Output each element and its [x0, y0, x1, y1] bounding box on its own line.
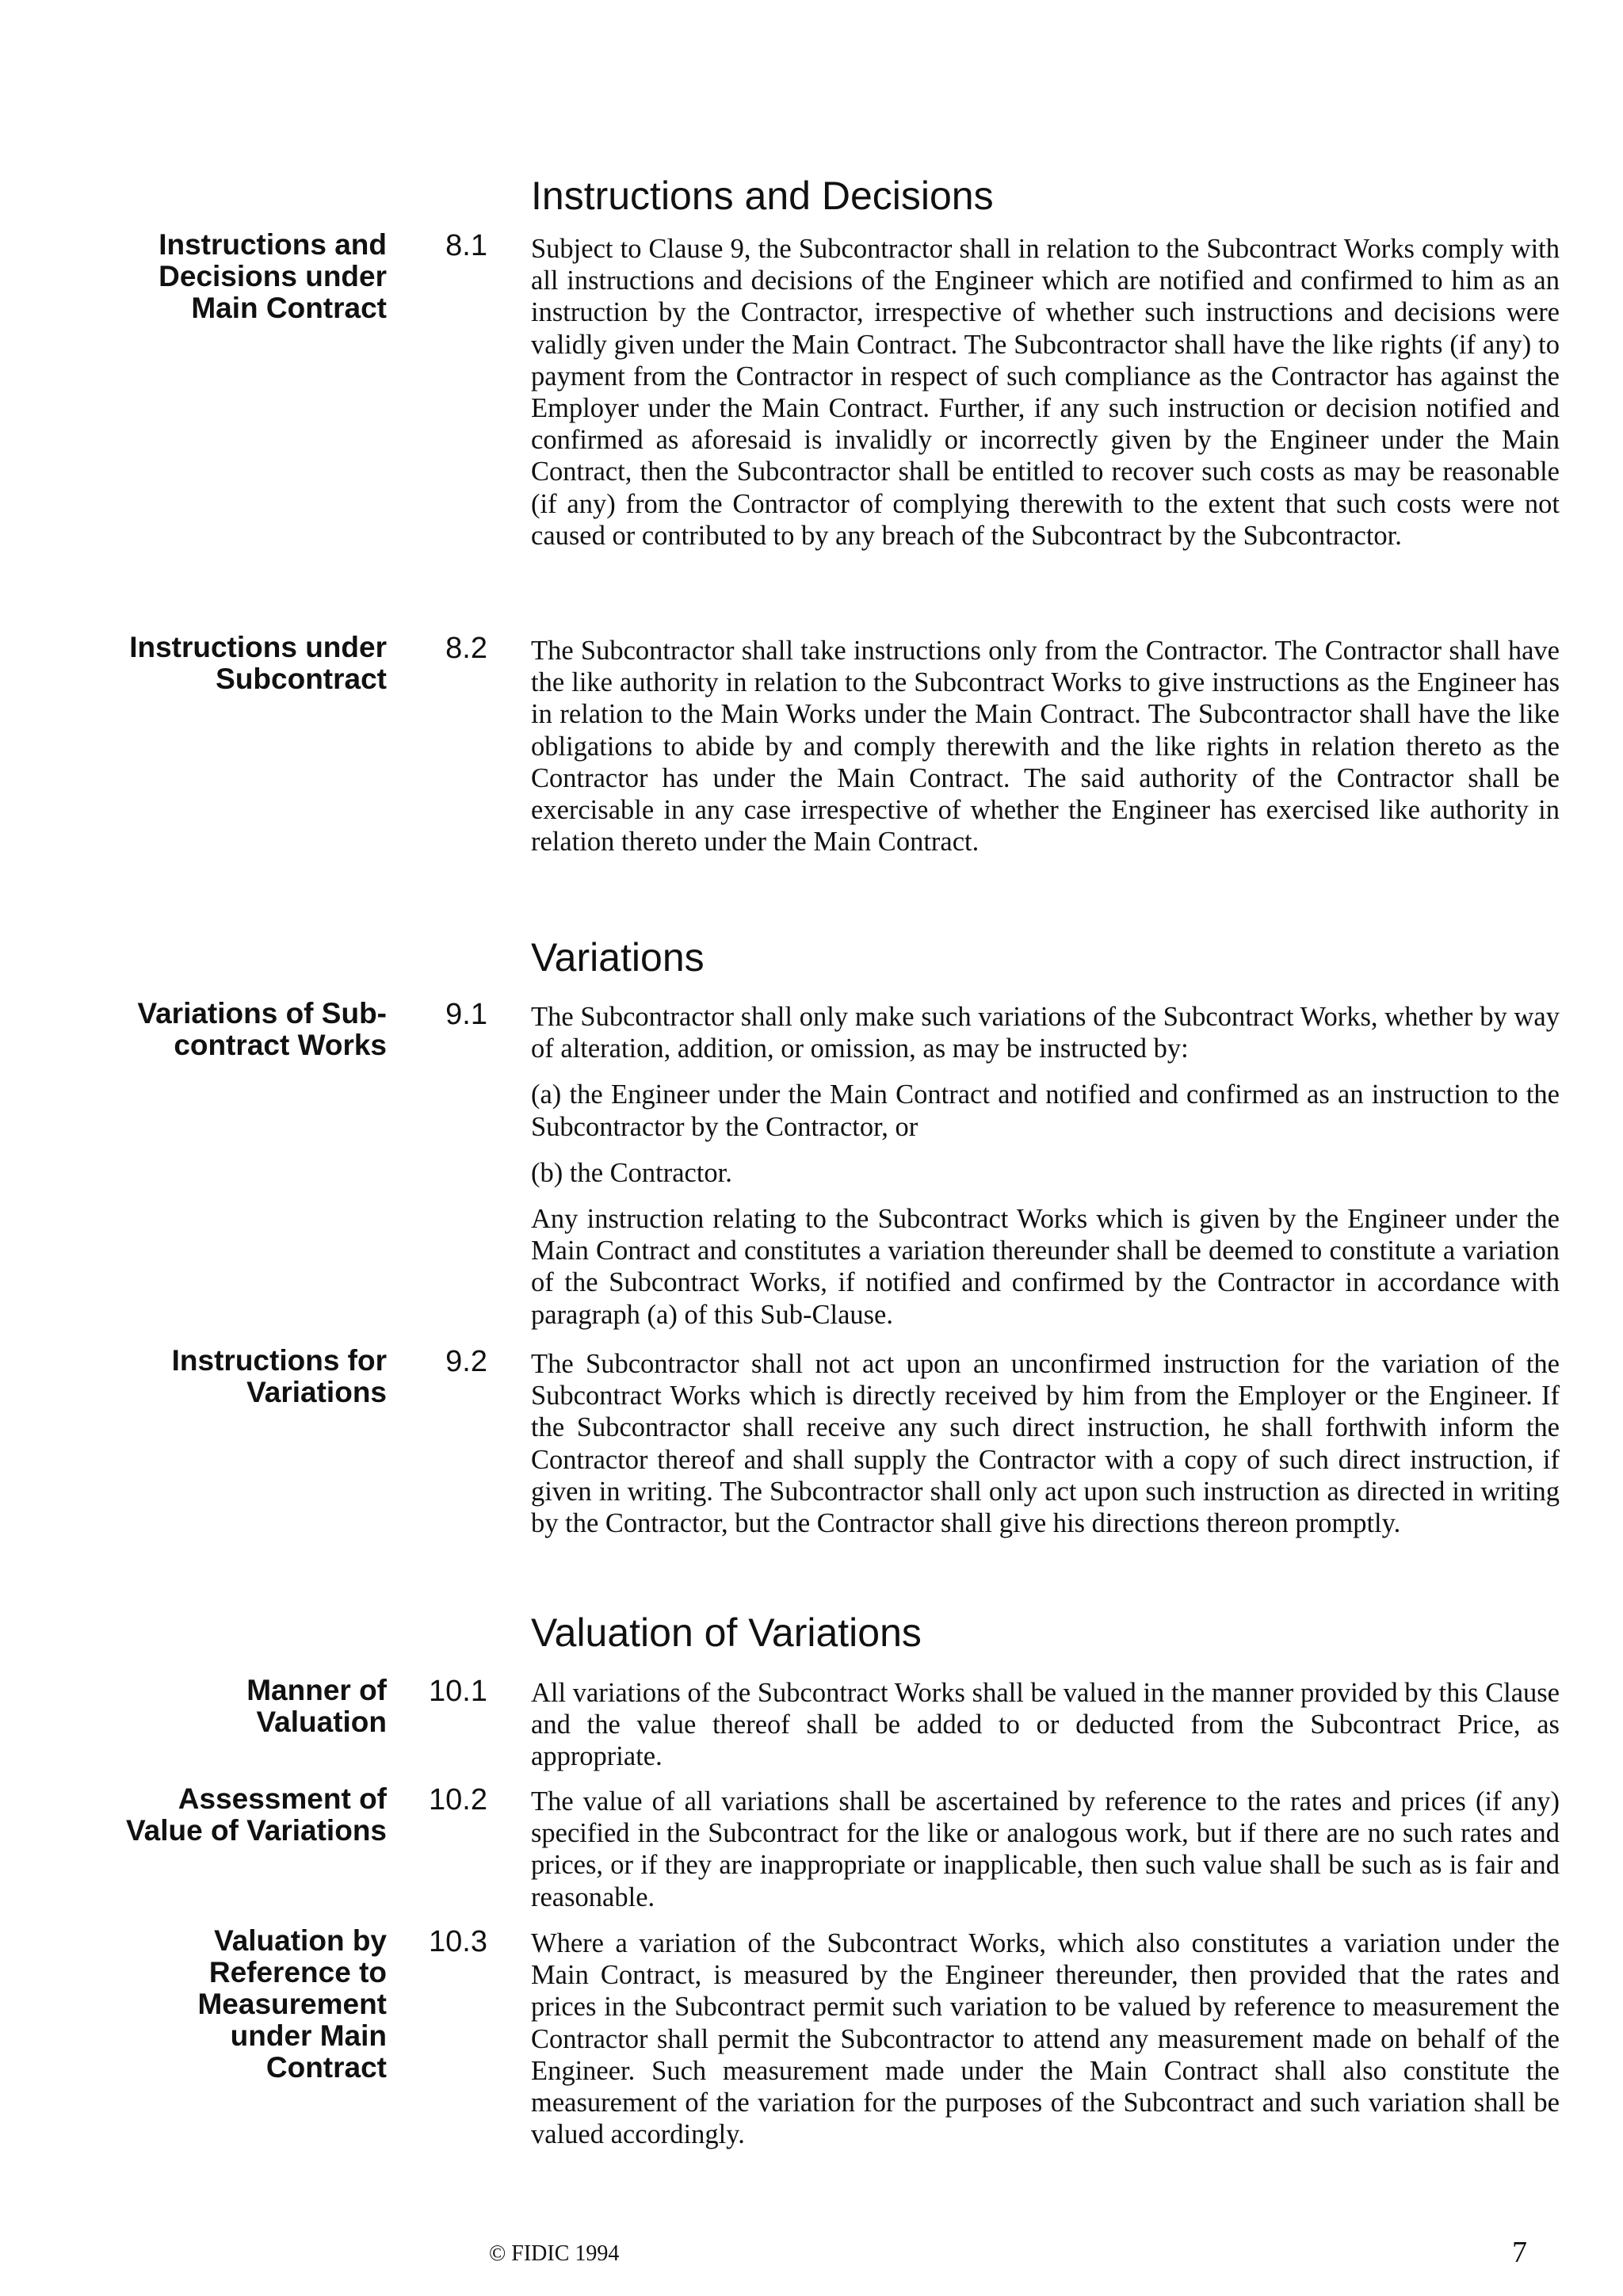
clause-paragraph: The Subcontractor shall only make such variations of the Subcontract Works, whether by way of alteration, addition, or omission, as may be instructed by: — [531, 1002, 1560, 1064]
clause-paragraph: Where a variation of the Subcontract Works, which also constitutes a variation under the Main Contract, is measured by the Engineer thereunder, then provided that the rates and prices in the Subcontract permit such variation to be valued by reference to measurement the Contractor shall permit the Subcontractor to attend any measurement made on behalf of the Engineer. Such measurement made under the Main Contract shall also constitute the measurement of the variation for the purposes of the Subcontract and such variation shall be valued accordingly. — [531, 1928, 1560, 2150]
clause-paragraph: (b) the Contractor. — [531, 1157, 732, 1188]
clause-text-8-2 — [531, 635, 1560, 872]
section-title-variations: Variations — [531, 935, 705, 980]
margin-heading-9-2: Instructions for Variations — [171, 1344, 387, 1408]
clause-text-10-1 — [531, 1677, 1560, 1787]
clause-number-10-2: 10.2 — [429, 1783, 487, 1817]
clause-text-9-2 — [531, 1348, 1560, 1553]
clause-paragraph: The Subcontractor shall not act upon an unconfirmed instruction for the variation of the Subcontract Works which is directly received by him from the Employer or the Engineer. If the Subcontractor shall receive any such direct instruction, he shall forthwith inform the Contractor thereof and shall supply the Contractor with a copy of such direct instruction, if given in writing. The Subcontractor shall only act upon such instruction as directed in writing by the Contractor, but the Contractor shall give his directions thereon promptly. — [531, 1349, 1560, 1539]
margin-heading-9-1: Variations of Sub- contract Works — [137, 997, 387, 1061]
margin-heading-8-1: Instructions and Decisions under Main Contract — [158, 228, 387, 324]
section-title-instructions-and-decisions: Instructions and Decisions — [531, 174, 994, 218]
clause-number-9-2: 9.2 — [445, 1345, 487, 1378]
footer-copyright: © FIDIC 1994 — [489, 2241, 620, 2266]
clause-text-10-3 — [531, 1927, 1560, 2164]
clause-paragraph: Any instruction relating to the Subcontract Works which is given by the Engineer under the Main Contract and constitutes a variation thereunder shall be deemed to constitute a variation of the Subcontract Works, if notified and confirmed by the Contractor in accordance with paragraph (a) of this Sub-Clause. — [531, 1204, 1560, 1330]
clause-paragraph: The value of all variations shall be ascertained by reference to the rates and prices (if any) specified in the Subcontract for the like or analogous work, but if there are no such rates and prices, or if they are inappropriate or inapplicable, then such value shall be such as is fair and reasonable. — [531, 1786, 1560, 1912]
clause-number-8-1: 8.1 — [445, 229, 487, 262]
clause-text-9-1 — [531, 1001, 1560, 1345]
clause-text-8-1 — [531, 233, 1560, 566]
margin-heading-10-3: Valuation by Reference to Measurement under Main Contract — [197, 1924, 387, 2084]
margin-heading-8-2: Instructions under Subcontract — [129, 631, 387, 695]
clause-number-8-2: 8.2 — [445, 632, 487, 665]
margin-heading-10-1: Manner of Valuation — [246, 1674, 387, 1738]
clause-paragraph: All variations of the Subcontract Works shall be valued in the manner provided by this Clause and the value thereof shall be added to or deducted from the Subcontract Price, as appropriate. — [531, 1678, 1560, 1772]
clause-paragraph: Subject to Clause 9, the Subcontractor shall in relation to the Subcontract Works comply with all instructions and decisions of the Engineer which are notified and confirmed to him as an instruction by the Contractor, irrespective of whether such instructions and decisions were validly given under the Main Contract. The Subcontractor shall have the like rights (if any) to payment from the Contractor in respect of such compliance as the Contractor has against the Employer under the Main Contract. Further, if any such instruction or decision notified and confirmed as aforesaid is invalidly or incorrectly given by the Engineer under the Main Contract, then the Subcontractor shall be entitled to recover such costs as may be reasonable (if any) from the Contractor of complying therewith to the extent that such costs were not caused or contributed to by any breach of the Subcontract by the Subcontractor. — [531, 234, 1560, 551]
margin-heading-10-2: Assessment of Value of Variations — [125, 1782, 387, 1847]
clause-paragraph: (a) the Engineer under the Main Contract and notified and confirmed as an instruction to the Subcontractor by the Contractor, or — [531, 1079, 1560, 1142]
clause-number-10-1: 10.1 — [429, 1675, 487, 1708]
section-title-valuation-of-variations: Valuation of Variations — [531, 1610, 922, 1655]
footer-page-number: 7 — [1512, 2236, 1527, 2269]
clause-number-10-3: 10.3 — [429, 1925, 487, 1958]
clause-text-10-2 — [531, 1786, 1560, 1927]
clause-number-9-1: 9.1 — [445, 998, 487, 1031]
clause-paragraph: The Subcontractor shall take instructions only from the Contractor. The Contractor shall have the like authority in relation to the Subcontract Works to give instructions as the Engineer has in relation to the Main Works under the Main Contract. The Subcontractor shall have the like obligations to abide by and comply therewith and the like rights in relation thereto as the Contractor has under the Main Contract. The said authority of the Contractor shall be exercisable in any case irrespective of whether the Engineer has exercised like authority in relation thereto under the Main Contract. — [531, 636, 1560, 858]
